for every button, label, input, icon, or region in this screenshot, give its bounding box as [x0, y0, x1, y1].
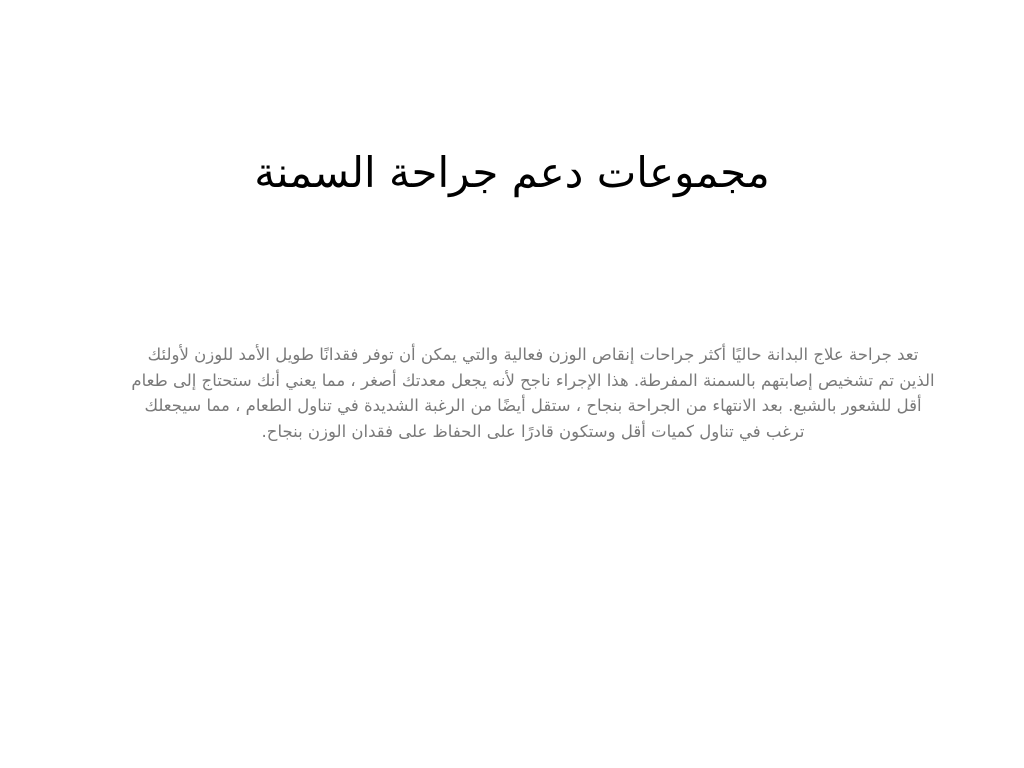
slide-title: مجموعات دعم جراحة السمنة	[254, 148, 770, 197]
slide-body-text: تعد جراحة علاج البدانة حاليًا أكثر جراحات إنقاص الوزن فعالية والتي يمكن أن توفر فقدانًا طويل الأمد للوزن لأولئك الذين تم تشخيص إصابتهم بالسمنة المفرطة. هذا الإجراء ناجح لأنه يجعل معدتك أصغر ، مما يعني أنك ستحتاج إلى طعام أقل للشعور بالشبع. بعد الانتهاء من الجراحة بنجاح ، ستقل أيضًا من الرغبة الشديدة في تناول الطعام ، مما سيجعلك ترغب في تناول كميات أقل وستكون قادرًا على الحفاظ على فقدان الوزن بنجاح.	[131, 345, 935, 441]
